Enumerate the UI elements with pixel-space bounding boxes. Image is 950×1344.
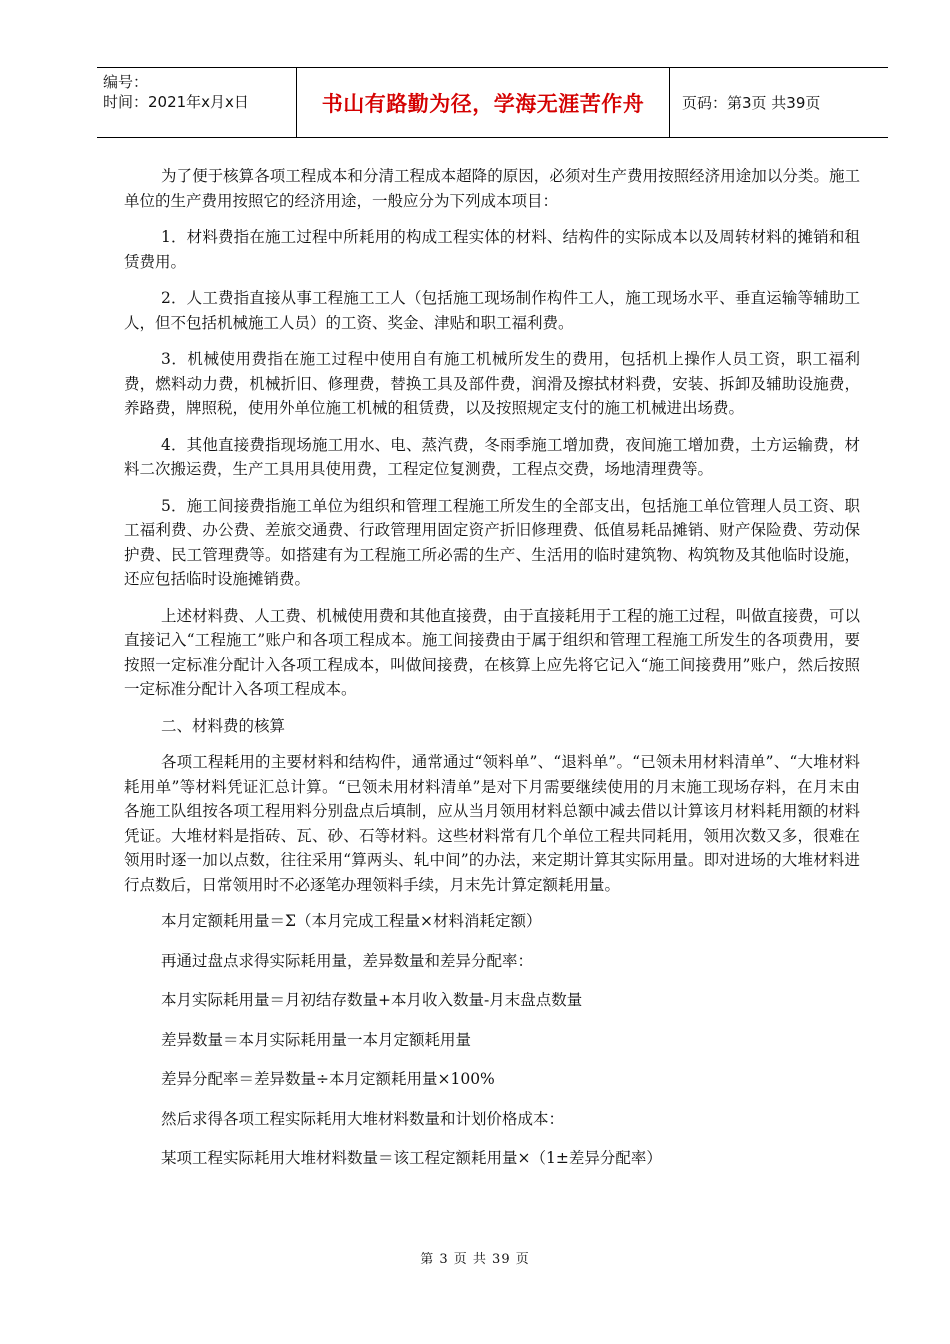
formula-line: 某项工程实际耗用大堆材料数量＝该工程定额耗用量×（1±差异分配率） xyxy=(161,1149,662,1167)
time-label: 时间：2021年x月x日 xyxy=(103,93,249,111)
paragraph-item-4: 4．其他直接费指现场施工用水、电、蒸汽费，冬雨季施工增加费，夜间施工增加费，土方运输费，材料二次搬运费，生产工具用具使用费，工程定位复测费，工程点交费，场地清理费等。 xyxy=(124,435,860,478)
paragraph-materials: 各项工程耗用的主要材料和结构件，通常通过“领料单”、“退料单”。“已领未用材料清单”、“大堆材料耗用单”等材料凭证汇总计算。“已领未用材料清单”是对下月需要继续使用的月末施工现场存料，在月末由各施工队组按各项工程用料分别盘点后填制，应从当月领用材料总额中减去借以计算该月材料耗用额的材料凭证。大堆材料是指砖、瓦、砂、石等材料。这些材料常有几个单位工程共同耗用，领用次数又多，很难在领用时逐一加以点数，往往采用“算两头、轧中间”的办法，来定期计算其实际用量。即对进场的大堆材料进行点数后，日常领用时不必逐笔办理领料手续，月末先计算定额耗用量。 xyxy=(124,753,860,894)
page-header xyxy=(97,67,888,138)
header-meta xyxy=(97,68,297,137)
formula-line: 差异分配率＝差异数量÷本月定额耗用量×100% xyxy=(161,1070,495,1088)
formula-line: 然后求得各项工程实际耗用大堆材料数量和计划价格成本： xyxy=(161,1109,565,1128)
header-page-info: 页码：第3页 共39页 xyxy=(682,94,821,112)
serial-label: 编号： xyxy=(103,73,149,91)
paragraph-item-3: 3．机械使用费指在施工过程中使用自有施工机械所发生的费用，包括机上操作人员工资，职工福利费，燃料动力费，机械折旧、修理费，替换工具及部件费，润滑及擦拭材料费，安装、拆卸及辅助设施费，养路费，牌照税，使用外单位施工机械的租赁费，以及按照规定支付的施工机械进出场费。 xyxy=(124,350,860,417)
page-footer: 第 3 页 共 39 页 xyxy=(420,1252,530,1267)
paragraph-item-2: 2．人工费指直接从事工程施工工人（包括施工现场制作构件工人，施工现场水平、垂直运输等辅助工人，但不包括机械施工人员）的工资、奖金、津贴和职工福利费。 xyxy=(124,289,860,332)
section-heading: 二、材料费的核算 xyxy=(161,716,286,735)
formula-line: 本月实际耗用量＝月初结存数量+本月收入数量-月末盘点数量 xyxy=(161,991,583,1009)
document-body xyxy=(124,164,860,1186)
paragraph-summary: 上述材料费、人工费、机械使用费和其他直接费，由于直接耗用于工程的施工过程，叫做直接费，可以直接记入“工程施工”账户和各项工程成本。施工间接费由于属于组织和管理工程施工所发生的各项费用，要按照一定标准分配计入各项工程成本，叫做间接费，在核算上应先将它记入“施工间接费用”账户，然后按照一定标准分配计入各项工程成本。 xyxy=(124,606,860,698)
formula-line: 本月定额耗用量＝Σ（本月完成工程量×材料消耗定额） xyxy=(161,912,542,930)
paragraph-item-5: 5．施工间接费指施工单位为组织和管理工程施工所发生的全部支出，包括施工单位管理人员工资、职工福利费、办公费、差旅交通费、行政管理用固定资产折旧修理费、低值易耗品摊销、财产保险费、劳动保护费、民工管理费等。如搭建有为工程施工所必需的生产、生活用的临时建筑物、构筑物及其他临时设施，还应包括临时设施摊销费。 xyxy=(124,496,860,588)
formula-line: 再通过盘点求得实际耗用量，差异数量和差异分配率： xyxy=(161,951,534,970)
formula-line: 差异数量＝本月实际耗用量一本月定额耗用量 xyxy=(161,1030,472,1049)
header-motto: 书山有路勤为径，学海无涯苦作舟 xyxy=(297,68,670,137)
paragraph-intro: 为了便于核算各项工程成本和分清工程成本超降的原因，必须对生产费用按照经济用途加以分类。施工单位的生产费用按照它的经济用途，一般应分为下列成本项目： xyxy=(124,167,860,210)
paragraph-item-1: 1．材料费指在施工过程中所耗用的构成工程实体的材料、结构件的实际成本以及周转材料的摊销和租赁费用。 xyxy=(124,228,860,271)
